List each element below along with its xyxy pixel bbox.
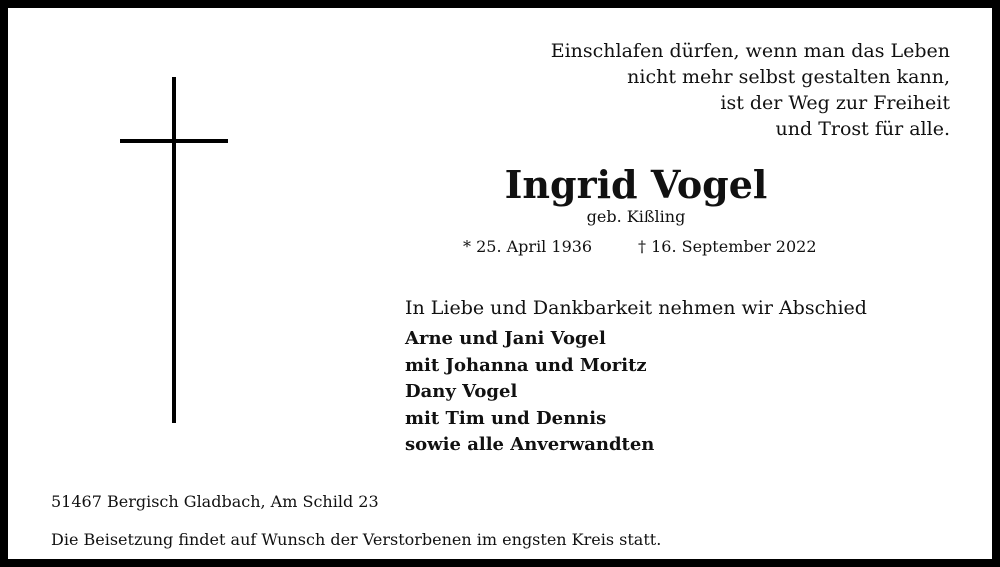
mourner-line: mit Tim und Dennis [405,407,607,429]
deceased-name: Ingrid Vogel [504,162,768,207]
poem-line: nicht mehr selbst gestalten kann, [627,66,950,88]
birth-name: geb. Kißling [586,207,686,226]
cross-vertical-bar [172,77,176,423]
burial-notice: Die Beisetzung findet auf Wunsch der Verstorbenen im engsten Kreis statt. [51,530,662,549]
poem-line: ist der Weg zur Freiheit [720,92,950,114]
mourner-line: mit Johanna und Moritz [405,354,647,376]
poem-line: Einschlafen dürfen, wenn man das Leben [550,40,950,62]
farewell-text: In Liebe und Dankbarkeit nehmen wir Abschied [405,297,867,319]
mourner-line: Dany Vogel [405,381,518,402]
poem [430,38,950,142]
mourners-list [405,326,654,459]
mourner-line: sowie alle Anverwandten [405,434,655,455]
poem-line: und Trost für alle. [775,118,950,140]
birth-date: * 25. April 1936 [463,237,593,256]
cross-horizontal-bar [120,139,228,143]
mourner-line: Arne und Jani Vogel [405,328,606,349]
address: 51467 Bergisch Gladbach, Am Schild 23 [51,492,379,511]
death-date: † 16. September 2022 [638,237,817,256]
